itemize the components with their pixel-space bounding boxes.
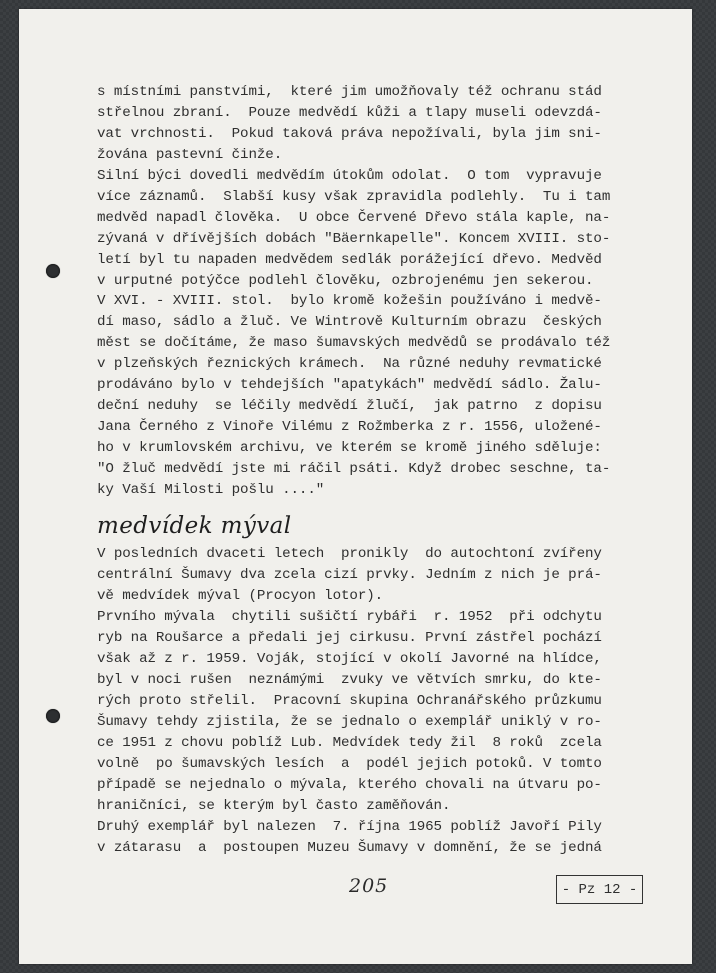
text-line: v plzeňských řeznických krámech. Na různé neduhy revmatické xyxy=(97,356,602,372)
text-line: ce 1951 z chovu poblíž Lub. Medvídek tedy žil 8 roků zcela xyxy=(97,735,602,751)
paragraph-bear-livestock xyxy=(97,82,637,292)
paragraph-bear-products xyxy=(97,291,637,501)
text-line: rých proto střelil. Pracovní skupina Ochranářského průzkumu xyxy=(97,693,602,709)
text-line: ky Vaší Milosti pošlu ...." xyxy=(97,482,325,498)
punch-hole-bottom xyxy=(46,709,60,723)
text-line: deční neduhy se léčily medvědí žlučí, jak patrno z dopisu xyxy=(97,398,602,414)
text-line: vat vrchnosti. Pokud taková práva nepožívali, byla jim sni- xyxy=(97,126,602,142)
text-line: v urputné potýčce podlehl člověku, ozbrojenému jen sekerou. xyxy=(97,273,594,289)
reference-label-box: - Pz 12 - xyxy=(556,875,643,904)
text-line: žována pastevní činže. xyxy=(97,147,283,163)
text-line: V XVI. - XVIII. stol. bylo kromě kožešin používáno i medvě- xyxy=(97,293,602,309)
text-line: dí maso, sádlo a žluč. Ve Wintrově Kulturním obrazu českých xyxy=(97,314,602,330)
text-line: byl v noci rušen neznámými zvuky ve větvích smrku, do kte- xyxy=(97,672,602,688)
text-line: v zátarasu a postoupen Muzeu Šumavy v domnění, že se jedná xyxy=(97,840,602,856)
text-line: s místními panstvími, které jim umožňovaly též ochranu stád xyxy=(97,84,602,100)
text-line: medvěd napadl člověka. U obce Červené Dřevo stála kaple, na- xyxy=(97,210,611,226)
text-line: volně po šumavských lesích a podél jejich potoků. V tomto xyxy=(97,756,602,772)
text-line: prodáváno bylo v tehdejších "apatykách" medvědí sádlo. Žalu- xyxy=(97,377,602,393)
text-line: více záznamů. Slabší kusy však zpravidla podlehly. Tu i tam xyxy=(97,189,611,205)
text-line: vě medvídek mýval (Procyon lotor). xyxy=(97,588,384,604)
text-line: "O žluč medvědí jste mi ráčil psáti. Když drobec seschne, ta- xyxy=(97,461,611,477)
text-line: ryb na Roušarce a předali jej cirkusu. První zástřel pochází xyxy=(97,630,602,646)
section-heading: medvídek mýval xyxy=(97,513,292,539)
text-line: Jana Černého z Vinoře Vilému z Rožmberka z r. 1556, uložené- xyxy=(97,419,602,435)
punch-hole-top xyxy=(46,264,60,278)
text-line: letí byl tu napaden medvědem sedlák porážející dřevo. Medvěd xyxy=(97,252,602,268)
text-line: hraničníci, se kterým byl často zaměňován. xyxy=(97,798,451,814)
text-line: však až z r. 1959. Voják, stojící v okolí Javorné na hlídce, xyxy=(97,651,602,667)
paragraph-raccoon xyxy=(97,544,637,859)
text-line: ho v krumlovském archivu, ve kterém se kromě jiného sděluje: xyxy=(97,440,602,456)
text-line: centrální Šumavy dva zcela cizí prvky. Jedním z nich je prá- xyxy=(97,567,602,583)
page-number: 205 xyxy=(349,875,389,897)
text-line: Silní býci dovedli medvědím útokům odolat. O tom vypravuje xyxy=(97,168,602,184)
text-line: zývaná v dřívějších dobách "Bäernkapelle". Koncem XVIII. sto- xyxy=(97,231,611,247)
text-line: měst se dočítáme, že maso šumavských medvědů se prodávalo též xyxy=(97,335,611,351)
text-line: V posledních dvaceti letech pronikly do autochtoní zvířeny xyxy=(97,546,602,562)
text-line: Prvního mývala chytili sušičtí rybáři r. 1952 při odchytu xyxy=(97,609,602,625)
text-line: střelnou zbraní. Pouze medvědí kůži a tlapy museli odevzdá- xyxy=(97,105,602,121)
text-line: Druhý exemplář byl nalezen 7. října 1965 poblíž Javoří Pily xyxy=(97,819,602,835)
text-line: Šumavy tehdy zjistila, že se jednalo o exemplář uniklý v ro- xyxy=(97,714,602,730)
text-line: případě se nejednalo o mývala, kterého chovali na útvaru po- xyxy=(97,777,602,793)
